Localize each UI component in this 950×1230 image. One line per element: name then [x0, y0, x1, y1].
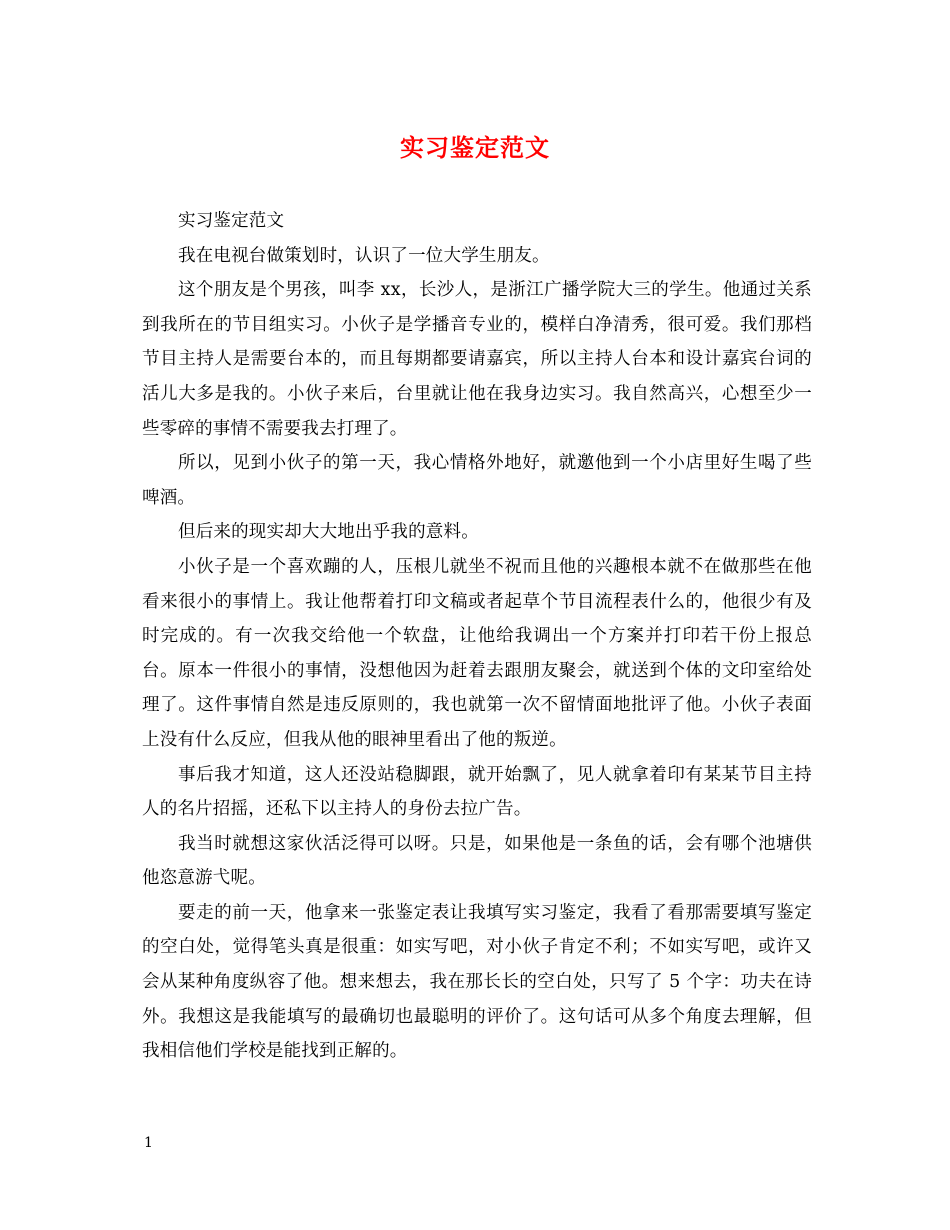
paragraph-heading: 实习鉴定范文: [178, 211, 285, 231]
paragraph: 所以，见到小伙子的第一天，我心情格外地好，就邀他到一个小店里好生喝了些啤酒。: [142, 453, 812, 508]
paragraph: 要走的前一天，他拿来一张鉴定表让我填写实习鉴定，我看了看那需要填写鉴定的空白处，觉得笔头真是很重：如实写吧，对小伙子肯定不利；不如实写吧，或许又会从某种角度纵容了他。想来想去，我在那长长的空白处，只写了 5 个字：功夫在诗外。我想这是我能填写的最确切也最聪明的评价了。这句话可从多个角度去理解，但我相信他们学校是能找到正解的。: [142, 902, 812, 1062]
document-title: 实习鉴定范文: [400, 133, 550, 162]
document-body: [142, 204, 812, 1069]
paragraph: 事后我才知道，这人还没站稳脚跟，就开始飘了，见人就拿着印有某某节目主持人的名片招摇，还私下以主持人的身份去拉广告。: [142, 764, 812, 820]
paragraph: 小伙子是一个喜欢蹦的人，压根儿就坐不祝而且他的兴趣根本就不在做那些在他看来很小的事情上。我让他帮着打印文稿或者起草个节目流程表什么的，他很少有及时完成的。有一次我交给他一个软盘，让他给我调出一个方案并打印若干份上报总台。原本一件很小的事情，没想他因为赶着去跟朋友聚会，就送到个体的文印室给处理了。这件事情自然是违反原则的，我也就第一次不留情面地批评了他。小伙子表面上没有什么反应，但我从他的眼神里看出了他的叛逆。: [142, 556, 812, 750]
page-number: 1: [144, 1135, 153, 1151]
paragraph: 我在电视台做策划时，认识了一位大学生朋友。: [178, 245, 550, 266]
paragraph: 这个朋友是个男孩，叫李 xx，长沙人，是浙江广播学院大三的学生。他通过关系到我所在的节目组实习。小伙子是学播音专业的，模样白净清秀，很可爱。我们那档节目主持人是需要台本的，而且每期都要请嘉宾，所以主持人台本和设计嘉宾台词的活儿大多是我的。小伙子来后，台里就让他在我身边实习。我自然高兴，心想至少一些零碎的事情不需要我去打理了。: [142, 280, 812, 439]
paragraph: 我当时就想这家伙活泛得可以呀。只是，如果他是一条鱼的话，会有哪个池塘供他恣意游弋呢。: [142, 833, 812, 889]
paragraph: 但后来的现实却大大地出乎我的意料。: [178, 522, 479, 543]
